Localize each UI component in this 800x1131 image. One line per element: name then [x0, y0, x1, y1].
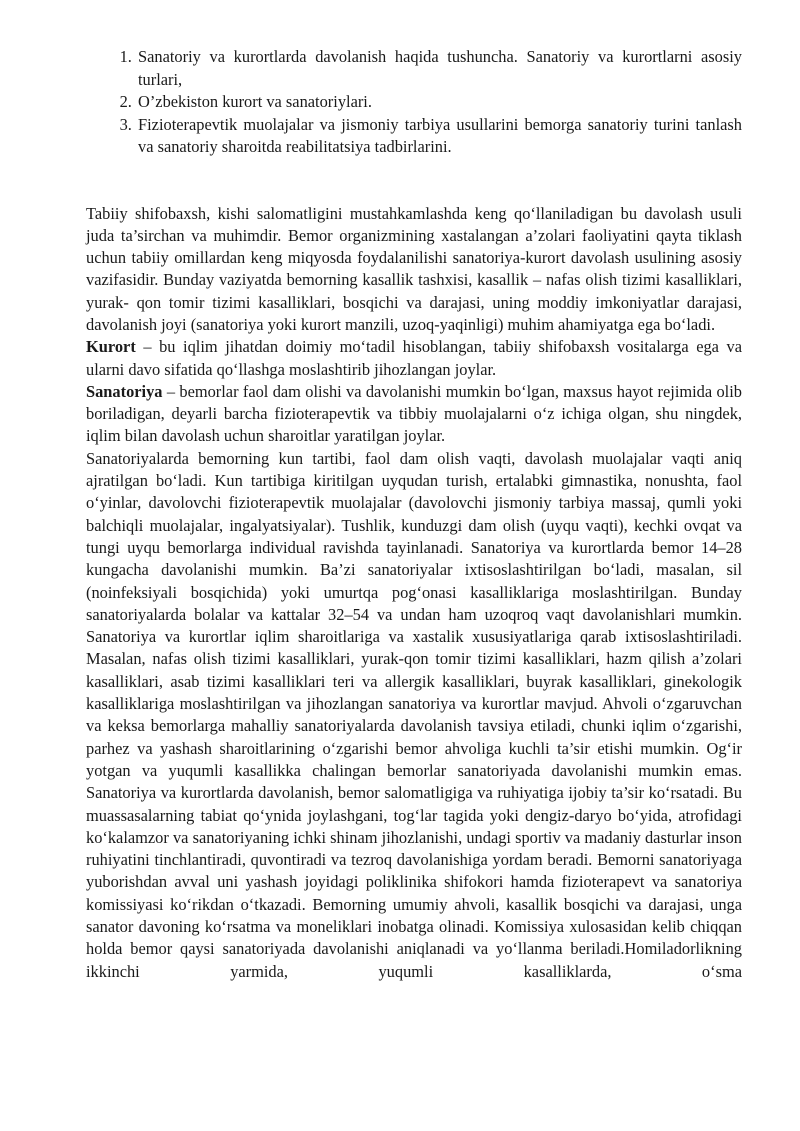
topic-item-2: 2. O’zbekiston kurort va sanatoriylari.	[136, 91, 742, 114]
sanatoriya-text: – bemorlar faol dam olishi va davolanishi mumkin bo‘lgan, maxsus hayot rejimida olib boriladigan, deyarli barcha fizioterapevtik va tibbiy muolajalarni o‘z ichiga olgan, shu ningdek, iqlim bilan davolash uchun sharoitlar yaratilgan joylar.	[86, 381, 742, 446]
sanatoriya-term: Sanatoriya	[86, 381, 163, 401]
intro-paragraph: Tabiiy shifobaxsh, kishi salomatligini mustahkamlashda keng qo‘llaniladigan bu davolash usuli juda ta’sirchan va muhimdir. Bemor organizmining xastalangan a’zolari faoliyatini qayta tiklash uchun tabiiy omillardan keng miqyosda foydalanilishi sanatoriya-kurort davolash usulining asosiy vazifasidir. Bunday vaziyatda bemorning kasallik tashxisi, kasallik – nafas olish tizimi kasalliklari, yurak- qon tomir tizimi kasalliklari, bosqichi va darajasi, uning moddiy imkoniyatlar darajasi, davolanish joyi (sanatoriya yoki kurort manzili, uzoq-yaqinligi) muhim ahamiyatga ega bo‘ladi.	[86, 203, 742, 334]
kurort-definition	[86, 336, 742, 381]
topic-list	[86, 46, 742, 159]
sanatoriya-definition	[86, 381, 742, 448]
kurort-term: Kurort	[86, 337, 136, 357]
topic-item-3: 3. Fizioterapevtik muolajalar va jismoniy tarbiya usullarini bemorga sanatoriy turini tanlash va sanatoriy sharoitda reabilitatsiya tadbirlarini.	[136, 114, 742, 159]
kurort-text: – bu iqlim jihatdan doimiy mo‘tadil hisoblangan, tabiiy shifobaxsh vositalarga ega va ularni davo sifatida qo‘llashga moslashtirib jihozlangan joylar.	[86, 337, 742, 379]
body-text	[86, 203, 742, 983]
main-paragraph: Sanatoriyalarda bemorning kun tartibi, faol dam olish vaqti, davolash muolajalar vaqti aniq ajratilgan bo‘ladi. Kun tartibiga kiritilgan uyqudan turish, ertalabki gimnastika, nonushta, faol o‘yinlar, davolovchi fizioterapevtik muolajalar (davolovchi jismoniy tarbiya massaj, qumli yoki balchiqli muolajalar, ingalyatsiyalar). Tushlik, kunduzgi dam olish (uyqu vaqti), kechki ovqat va tungi uyqu bemorlarga individual ravishda tayinlanadi. Sanatoriya va kurortlarda bemor 14–28 kungacha davolanishi mumkin. Ba’zi sanatoriyalar ixtisoslashtirilgan bo‘ladi, masalan, sil (noinfeksiyali bosqichida) yoki umurtqa pog‘onasi kasalliklariga moslashtirilgan. Bunday sanatoriyalarda bolalar va kattalar 32–54 va undan ham uzoqroq vaqt davolanishlari mumkin. Sanatoriya va kurortlar iqlim sharoitlariga va xastalik xususiyatlariga qarab ixtisoslashtiriladi. Masalan, nafas olish tizimi kasalliklari, yurak-qon tomir tizimi kasalliklari, hazm qilish a’zolari kasalliklari, asab tizimi kasalliklari teri va allergik kasalliklari, buyrak kasalliklari, ginekologik kasalliklariga moslashtirilgan va jihozlangan sanatoriya va kurortlar mavjud. Ahvoli o‘zgaruvchan va keksa bemorlarga mahalliy sanatoriyalarda davolanish tavsiya etiladi, chunki iqlim o‘zgarishi, parhez va yashash sharoitlarining o‘zgarishi bemor ahvoliga kuchli ta’sir etishi mumkin. Og‘ir yotgan va yuqumli kasallikka chalingan bemorlar sanatoriyada davolanishi mumkin emas. Sanatoriya va kurortlarda davolanish, bemor salomatligiga va ruhiyatiga ijobiy ta’sir ko‘rsatadi. Bu muassasalarning tabiat qo‘ynida joylashgani, tog‘lar tagida yoki dengiz-daryo bo‘yida, atrofidagi ko‘kalamzor va sanatoriyaning ichki shinam jihozlanishi, undagi sportiv va madaniy dasturlar inson ruhiyatini tinchlantiradi, quvontiradi va tezroq davolanishiga yordam beradi. Bemorni sanatoriyaga yuborishdan avval uni yashash joyidagi poliklinika shifokori hamda fizioterapevt va sanatoriya komissiyasi ko‘rikdan o‘tkazadi. Bemorning umumiy ahvoli, kasallik bosqichi va darajasi, unga sanator davoning ko‘rsatma va moneliklari inobatga olinadi. Komissiya xulosasidan kelib chiqqan holda bemor qaysi sanatoriyada davolanishi aniqlanadi va yo‘llanma beriladi.Homiladorlikning ikkinchi yarmida, yuqumli kasalliklarda, o‘sma	[86, 448, 742, 981]
section-gap	[86, 159, 742, 203]
topic-item-1: 1. Sanatoriy va kurortlarda davolanish haqida tushuncha. Sanatoriy va kurortlarni asosiy turlari,	[136, 46, 742, 91]
